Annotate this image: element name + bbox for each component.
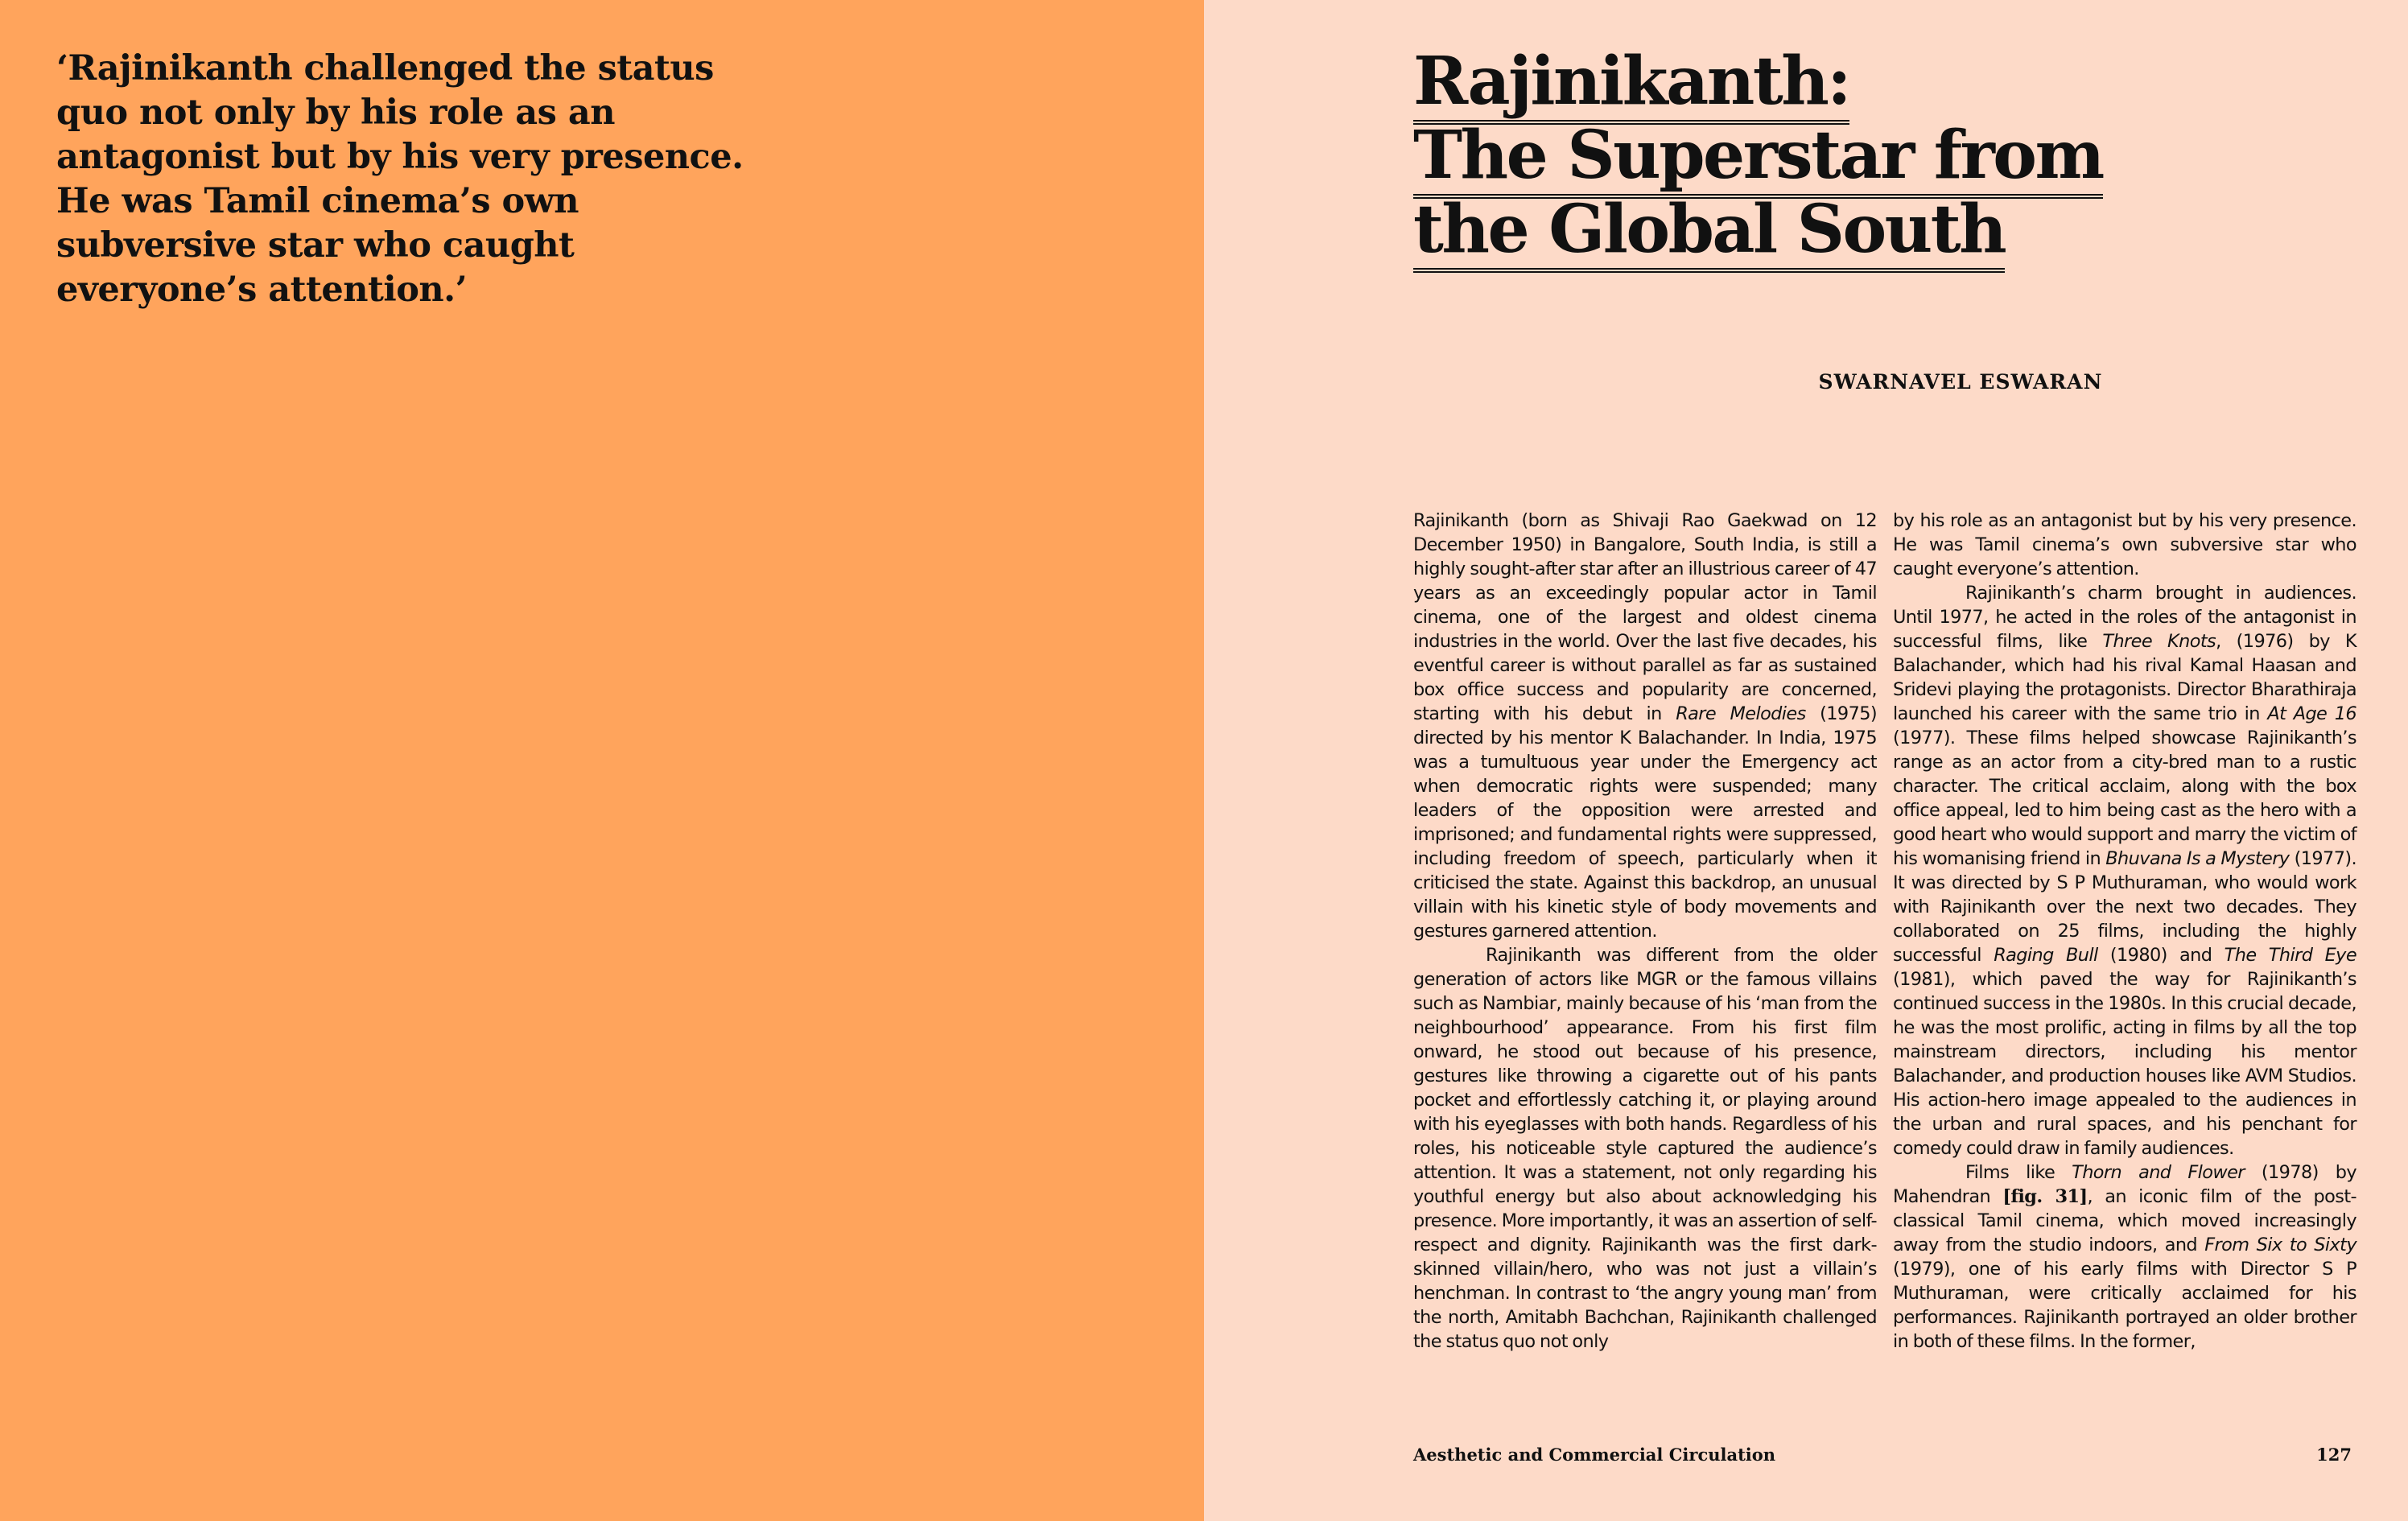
body-column-2 <box>1893 509 2356 1354</box>
text-run: Rajinikanth (born as Shivaji Rao Gaekwad on 12 December 1950) in Bangalore, South India, is still a highly sought-after star after an illustrious career of 47 years as an exceedingly popular actor in Tamil cinema, one of the largest and oldest cinema industries in the world. Over the last five decades, his eventful career is without parallel as far as sustained box office success and popularity are concerned, starting with his debut in <box>1413 510 1877 724</box>
text-run: , an iconic film of the post-classical Tamil cinema, which moved increasingly away from the studio indoors, and <box>1893 1186 2356 1255</box>
text-run: (1980) and <box>2097 945 2225 966</box>
text-run: (1977). It was directed by S P Muthuraman, who would work with Rajinikanth over the next two decades. They collaborated on 25 films, including the highly successful <box>1893 848 2357 966</box>
page-number: 127 <box>2316 1445 2352 1465</box>
film-title: The Third Eye <box>2224 945 2356 966</box>
body-paragraph-continued: by his role as an antagonist but by his very presence. He was Tamil cinema’s own subversive star who caught everyone’s attention. <box>1893 510 2356 579</box>
film-title: At Age 16 <box>2267 703 2357 724</box>
body-paragraph-3 <box>1893 581 2356 1160</box>
text-run: , (1976) by K Balachander, which had his rival Kamal Haasan and Sridevi playing the protagonists. Director Bharathiraja launched his career with the same trio in <box>1893 631 2356 724</box>
running-footer: Aesthetic and Commercial Circulation <box>1413 1445 1776 1465</box>
right-page <box>1204 0 2408 1521</box>
author-byline: SWARNAVEL ESWARAN <box>1818 370 2103 394</box>
text-run: (1978) by Mahendran <box>1893 1162 2356 1207</box>
pull-quote: ‘Rajinikanth challenged the status quo not only by his role as an antagonist but by his very presence. He was Tamil cinema’s own subversive star who caught everyone’s attention.’ <box>56 48 744 310</box>
title-line-1: Rajinikanth: <box>1413 43 1849 125</box>
film-title: Three Knots <box>2102 631 2216 652</box>
film-title: Bhuvana Is a Mystery <box>2105 848 2290 869</box>
body-column-1 <box>1413 509 1877 1354</box>
film-title: From Six to Sixty <box>2204 1235 2356 1255</box>
film-title: Thorn and Flower <box>2072 1162 2245 1183</box>
film-title: Rare Melodies <box>1676 703 1806 724</box>
text-run: (1981), which paved the way for Rajinikanth’s continued success in the 1980s. In this crucial decade, he was the most prolific, acting in films by all the top mainstream directors, including his mentor Balachander, and production houses like AVM Studios. His action-hero image appealed to the audiences in the urban and rural spaces, and his penchant for comedy could draw in family audiences. <box>1893 969 2356 1159</box>
text-run: Films like <box>1965 1162 2072 1183</box>
text-run: Rajinikanth’s charm brought in audiences. Until 1977, he acted in the roles of the antagonist in successful films, like <box>1893 583 2356 652</box>
text-run: (1975) directed by his mentor K Balachander. In India, 1975 was a tumultuous year under the Emergency act when democratic rights were suspended; many leaders of the opposition were arrested and imprisoned; and fundamental rights were suppressed, including freedom of speech, particularly when it criticised the state. Against this backdrop, an unusual villain with his kinetic style of body movements and gestures garnered attention. <box>1413 703 1878 942</box>
body-paragraph-2: Rajinikanth was different from the older generation of actors like MGR or the famous villains such as Nambiar, mainly because of his ‘man from the neighbourhood’ appearance. From his first film onward, he stood out because of his presence, gestures like throwing a cigarette out of his pants pocket and effortlessly catching it, or playing around with his eyeglasses with both hands. Regardless of his roles, his noticeable style captured the audience’s attention. It was a statement, not only regarding his youthful energy but also about acknowledging his presence. More importantly, it was an assertion of self-respect and dignity. Rajinikanth was the first dark-skinned villain/hero, who was not just a villain’s henchman. In contrast to ‘the angry young man’ from the north, Amitabh Bachchan, Rajinikanth challenged the status quo not only <box>1413 945 1877 1352</box>
text-run: (1979), one of his early films with Director S P Muthuraman, were critically acclaimed for his performances. Rajinikanth portrayed an older brother in both of these films. In the former, <box>1893 1259 2356 1352</box>
text-run: (1977). These films helped showcase Rajinikanth’s range as an actor from a city-bred man to a rustic character. The critical acclaim, along with the box office appeal, led to him being cast as the hero with a good heart who would support and marry the victim of his womanising friend in <box>1893 728 2356 869</box>
body-paragraph-4 <box>1893 1160 2356 1354</box>
title-line-3: the Global South <box>1413 191 2005 273</box>
article-title <box>1413 44 2299 266</box>
figure-reference: [fig. 31] <box>2002 1186 2088 1207</box>
title-line-2: The Superstar from <box>1413 117 2103 199</box>
film-title: Raging Bull <box>1994 945 2098 966</box>
body-paragraph-1 <box>1413 509 1877 943</box>
